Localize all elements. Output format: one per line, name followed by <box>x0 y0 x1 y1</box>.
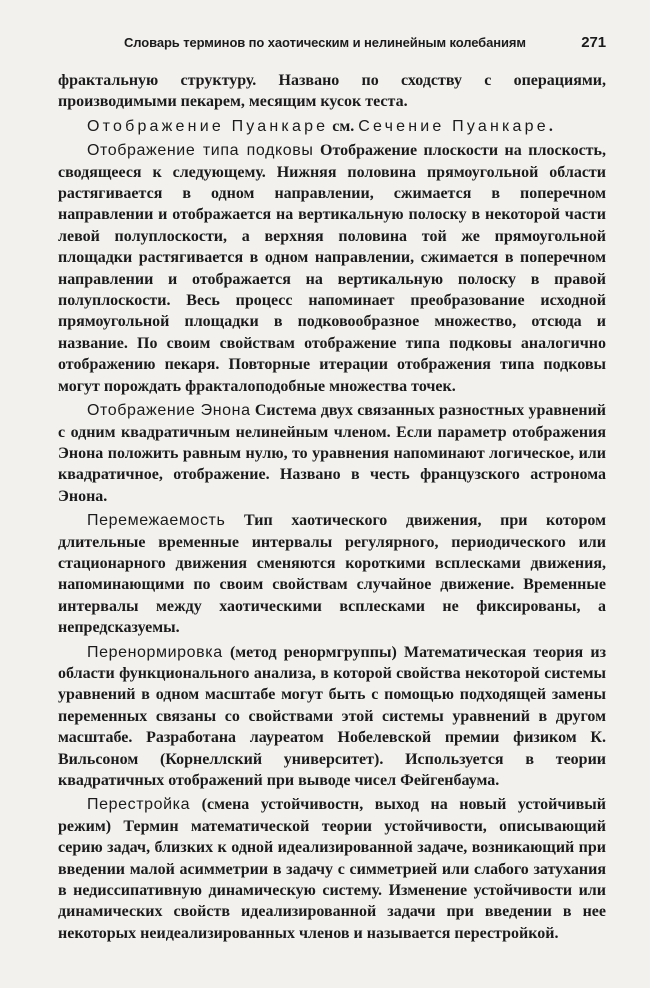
running-head <box>58 34 606 60</box>
entry-text: (смена устойчивостн, выход на новый устойчивый режим) Термин математической теории устойчивости, описывающий серию задач, близких к одной идеализированной задаче, возникающий при введении малой асимметрии в задачу с симметрией или слабого затухания в недиссипативную динамическую систему. Изменение устойчивости или динамических свойств идеализированной задачи при введении в нее некоторых неидеализированных членов и называется перестройкой. <box>58 796 606 942</box>
entry-term: Отображение Энона <box>87 402 251 420</box>
entry-text: фрактальную структуру. Названо по сходству с операциями, производимыми пекарем, месящим кусок теста. <box>58 72 606 111</box>
glossary-entry-bifurcation <box>58 794 606 944</box>
entry-term: Перемежаемость <box>87 512 226 530</box>
entry-term: Перестройка <box>87 796 191 814</box>
page-number: 271 <box>581 34 606 51</box>
running-head-title: Словарь терминов по хаотическим и нелинейным колебаниям <box>124 35 526 50</box>
glossary-entry-renormalization <box>58 642 606 792</box>
glossary-entry-poincare-map <box>58 116 606 137</box>
entry-text: (метод ренормгруппы) Математическая теория из области функционального анализа, в которой свойства некоторой системы уравнений в одном масштабе могут быть с помощью подходящей замены переменных связаны со свойствами этой системы уравнений в другом масштабе. Разработана лауреатом Нобелевской премии физиком К. Вильсоном (Корнеллский университет). Используется в теории квадратичных отображений при выводе чисел Фейгенбаума. <box>58 643 606 789</box>
glossary-entry-horseshoe-map <box>58 140 606 397</box>
see-reference-label: см. <box>332 117 355 135</box>
glossary-entry-intermittency <box>58 510 606 638</box>
see-reference-term: Сечение Пуанкаре <box>358 117 549 135</box>
entry-term: Перенормировка <box>87 643 223 661</box>
glossary-entry-continuation <box>58 70 606 113</box>
entry-term: Отображение типа подковы <box>87 142 314 160</box>
glossary-text <box>58 70 606 944</box>
glossary-entry-henon-map <box>58 400 606 507</box>
entry-end-punctuation: . <box>548 117 553 135</box>
entry-text: Система двух связанных разностных уравнений с одним квадратичным нелинейным членом. Если параметр отображения Энона положить равным нулю, то уравнения напоминают логическое, или квадратичное, отображение. Названо в честь французского астронома Энона. <box>58 402 607 505</box>
entry-term: Отображение Пуанкаре <box>87 117 329 135</box>
entry-text: Тип хаотического движения, при котором длительные временные интервалы регулярного, периодического или стационарного движения сменяются короткими всплесками движения, напоминающими по своим свойствам случайное движение. Временные интервалы между хаотическими всплесками не фиксированы, а непредсказуемы. <box>58 512 606 637</box>
entry-text: Отображение плоскости на плоскость, сводящееся к следующему. Нижняя половина прямоугольной области растягивается в одном направлении, сжимается в поперечном направлении и отображается на вертикальную полоску в некоторой части левой полуплоскости, а верхняя половина той же прямоугольной площадки растягивается в одном направлении, сжимается в поперечном направлении и отображается на вертикальную полоску в правой полуплоскости. Весь процесс напоминает преобразование исходной прямоугольной площадки в подковообразное множество, отсюда и название. По своим свойствам отображение типа подковы аналогично отображению пекаря. Повторные итерации отображения типа подковы могут порождать фракталоподобные множества точек. <box>58 142 607 395</box>
